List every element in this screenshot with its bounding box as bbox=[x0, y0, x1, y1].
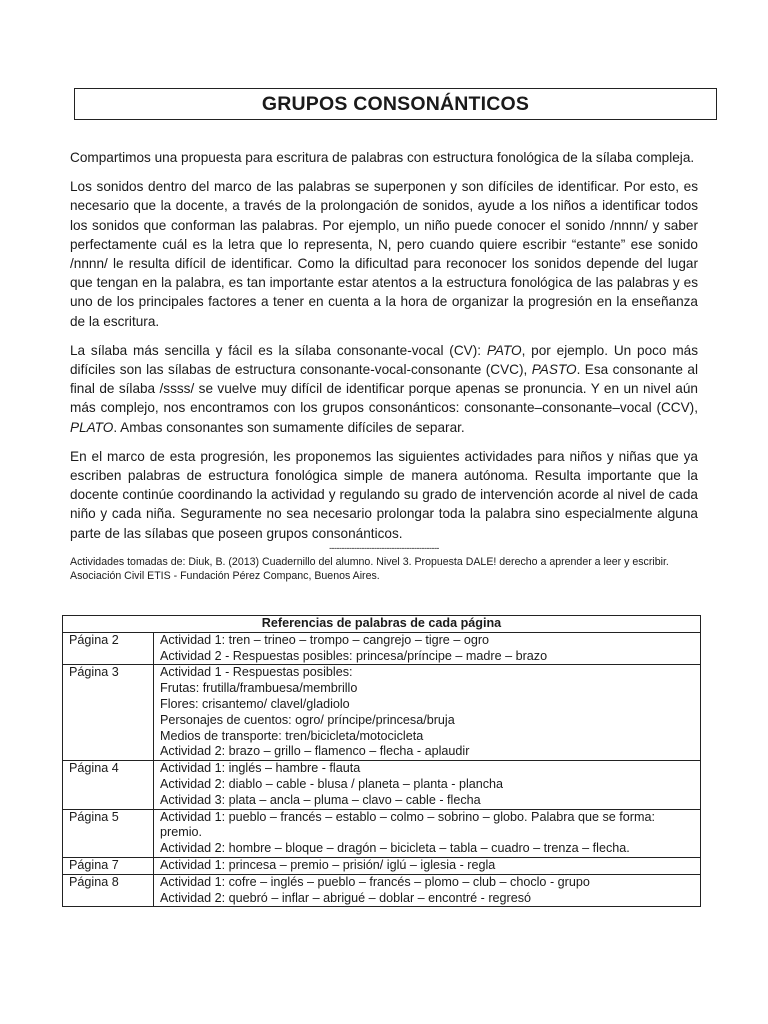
activity-line: Actividad 1: inglés – hambre - flauta bbox=[160, 761, 361, 776]
activity-line: Actividad 1: pueblo – francés – establo – colmo – sobrino – globo. Palabra que se forma: premio. bbox=[160, 809, 655, 840]
main-content bbox=[70, 148, 698, 583]
separator-line: -------------------------------------------- bbox=[329, 542, 439, 553]
activity-line: Medios de transporte: tren/bicicleta/motocicleta bbox=[160, 728, 424, 743]
syllables-text-1: La sílaba más sencilla y fácil es la sílaba consonante-vocal (CV): bbox=[70, 342, 487, 358]
page-cell: Página 7 bbox=[63, 857, 154, 874]
activity-line: Actividad 1: princesa – premio – prisión/ iglú – iglesia - regla bbox=[160, 857, 496, 872]
paragraph-syllables bbox=[70, 341, 698, 437]
source-citation: Actividades tomadas de: Diuk, B. (2013) Cuadernillo del alumno. Nivel 3. Propuesta DALE! derecho a aprender a leer y escribir. Asociación Civil ETIS - Fundación Pérez Companc, Buenos Aires. bbox=[70, 555, 669, 582]
activity-line: Actividad 1: tren – trineo – trompo – cangrejo – tigre – ogro bbox=[160, 632, 490, 647]
paragraph-intro: Compartimos una propuesta para escritura de palabras con estructura fonológica de la sílaba compleja. bbox=[70, 150, 695, 165]
example-pato: PATO bbox=[486, 342, 522, 358]
activity-line: Personajes de cuentos: ogro/ príncipe/princesa/bruja bbox=[160, 712, 455, 727]
activities-cell bbox=[154, 665, 701, 761]
activity-line: Actividad 2: diablo – cable - blusa / planeta – planta - plancha bbox=[160, 776, 504, 791]
table-row bbox=[63, 632, 701, 665]
table-row bbox=[63, 874, 701, 907]
table-header: Referencias de palabras de cada página bbox=[63, 616, 701, 633]
activities-cell bbox=[154, 874, 701, 907]
page-cell: Página 8 bbox=[63, 874, 154, 907]
activity-line: Actividad 1 - Respuestas posibles: bbox=[160, 665, 353, 680]
page-cell: Página 2 bbox=[63, 632, 154, 665]
activity-line: Actividad 1: cofre – inglés – pueblo – francés – plomo – club – choclo - grupo bbox=[160, 874, 590, 889]
activity-line: Actividad 3: plata – ancla – pluma – clavo – cable - flecha bbox=[160, 792, 481, 807]
title-box bbox=[74, 88, 717, 120]
paragraph-progression: En el marco de esta progresión, les proponemos las siguientes actividades para niños y niñas que ya escriben palabras de estructura fonológica simple de manera autónoma. Resulta importante que la docente continúe coordinando la actividad y regulando su grado de intervención acorde al nivel de cada niño y cada niña. Seguramente no sea necesario prolongar toda la palabra sino especialmente alguna parte de las sílabas que poseen grupos consonánticos. bbox=[70, 448, 698, 541]
table-row bbox=[63, 665, 701, 761]
table-row bbox=[63, 857, 701, 874]
activity-line: Actividad 2: hombre – bloque – dragón – bicicleta – tabla – cuadro – trenza – flecha. bbox=[160, 841, 630, 856]
example-pasto: PASTO bbox=[531, 362, 577, 378]
syllables-text-2: , por ejemplo. Un poco más difíciles son las sílabas de estructura consonante-vocal-consonante (CVC), bbox=[70, 342, 698, 378]
activity-line: Actividad 2: quebró – inflar – abrigué – doblar – encontré - regresó bbox=[160, 890, 532, 905]
table-row bbox=[63, 809, 701, 857]
activity-line: Flores: crisantemo/ clavel/gladiolo bbox=[160, 696, 350, 711]
activities-cell bbox=[154, 809, 701, 857]
activity-line: Actividad 2 - Respuestas posibles: princesa/príncipe – madre – brazo bbox=[160, 648, 548, 663]
page-cell: Página 4 bbox=[63, 761, 154, 809]
references-table bbox=[62, 615, 701, 907]
activity-line: Frutas: frutilla/frambuesa/membrillo bbox=[160, 681, 358, 696]
page-cell: Página 3 bbox=[63, 665, 154, 761]
activity-line: Actividad 2: brazo – grillo – flamenco – flecha - aplaudir bbox=[160, 744, 470, 759]
syllables-text-3: . Esa consonante al final de sílaba /ssss/ se vuelve muy difícil de identificar porque apenas se pronuncia. Y en un nivel aún más complejo, nos encontramos con los grupos consonánticos: consonante–consonante–vocal (CCV), bbox=[70, 362, 698, 416]
page-title: GRUPOS CONSONÁNTICOS bbox=[261, 92, 530, 115]
activities-cell bbox=[154, 632, 701, 665]
table-row bbox=[63, 761, 701, 809]
paragraph-sounds: Los sonidos dentro del marco de las palabras se superponen y son difíciles de identificar. Por esto, es necesario que la docente, a través de la prolongación de sonidos, ayude a los niños a identificar todos los sonidos que conforman las palabras. Por ejemplo, un niño puede conocer el sonido /nnnn/ y saber perfectamente cuál es la letra que lo representa, N, pero cuando quiere escribir “estante” ese sonido /nnnn/ le resulta difícil de identificar. Como la dificultad para reconocer los sonidos depende del lugar que tengan en la palabra, es tan importante estar atentos a la estructura fonológica de las palabras y es uno de los principales factores a tener en cuenta a la hora de organizar la progresión en la enseñanza de la escritura. bbox=[70, 179, 698, 329]
example-plato: PLATO bbox=[70, 419, 114, 435]
activities-cell bbox=[154, 857, 701, 874]
page-cell: Página 5 bbox=[63, 809, 154, 857]
syllables-text-4: . Ambas consonantes son sumamente difíciles de separar. bbox=[113, 419, 465, 435]
activities-cell bbox=[154, 761, 701, 809]
table-body bbox=[63, 632, 701, 907]
